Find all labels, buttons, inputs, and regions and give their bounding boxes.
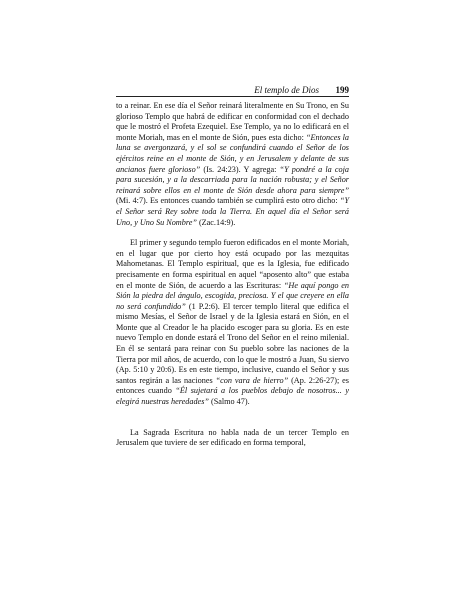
text-run: El primer y segundo templo fueron edificados en el monte Moriah, en el lugar que por cierto hoy está ocupado por las mezquitas Mahometanas. El Templo espiritual, que es la Iglesia, fue edificado precisamente en forma espiritual en aquel “aposento alto” que estaba en el monte de Sión, de acuerdo a las Escrituras: [116, 238, 349, 290]
page-header [116, 83, 349, 97]
page-number: 199 [335, 85, 349, 95]
paragraph [116, 238, 349, 408]
text-run: (Mi. 4:7). Es entonces cuando también se cumplirá esto otro dicho: [116, 196, 340, 206]
paragraph [116, 428, 349, 449]
scripture-quote: “Y pondré a la coja para sucesión, y a la descarriada para la nación robusta; y el Señor reinará sobre ellos en el monte de Sión desde ahora para siempre” [116, 164, 349, 195]
text-run: to a reinar. En ese día el Señor reinará literalmente en Su Trono, en Su glorioso Templo que habrá de edificar en conformidad con el dechado que le mostró el Profeta Ezequiel. Ese Templo, ya no lo edificará en el monte Moriah, mas en el monte de Sión, pues esta dicho: [116, 101, 349, 142]
header-rule [116, 96, 349, 97]
scripture-quote: “Y el Señor será Rey sobre toda la Tierra. En aquel día el Señor será Uno, y Uno Su Nombre” [116, 196, 349, 227]
paragraph [116, 101, 349, 228]
running-title: El templo de Dios [254, 85, 319, 95]
scripture-quote: “He aquí pongo en Sión la piedra del ángulo, escogida, preciosa. Y el que creyere en ella no será confundido” [116, 280, 349, 311]
text-run: (Ap. 2:26-27); es entonces cuando [116, 375, 349, 396]
text-run: (Zac.14:9). [196, 217, 236, 227]
scripture-quote: “Entonces la luna se avergonzará, y el sol se confundirá cuando el Señor de los ejércitos reine en el monte de Sión, y en Jerusalem y delante de sus ancianos fuere glorioso” [116, 132, 349, 174]
text-run: (Salmo 47). [208, 397, 250, 407]
scripture-quote: “Él sujetará a los pueblos debajo de nosotros... y elegirá nuestras heredades” [116, 386, 349, 407]
text-run: (1 P.2:6). El tercer templo literal que edifica el mismo Mesías, el Señor de Israel y de la Iglesia estará en Sión, en el Monte que al Creador le ha placido escoger para su gloria. Es en este nuevo Templo en donde estará el Trono del Señor en el reino milenial. En él se sentará para reinar con Su pueblo sobre las naciones de la Tierra por mil años, de acuerdo, con lo que le mostró a Juan, Su siervo (Ap. 5:10 y 20:6). Es en este tiempo, inclusive, cuando el Señor y sus santos regirán a las naciones [116, 301, 349, 385]
text-run: (Is. 24:23). Y agrega: [200, 164, 280, 174]
text-run: La Sagrada Escritura no habla nada de un tercer Templo en Jerusalem que tuviere de ser edificado en forma temporal, [116, 427, 349, 448]
paragraph-gap [116, 228, 349, 238]
paragraph-gap [116, 408, 349, 428]
scripture-quote: “con vara de hierro” [215, 375, 289, 385]
body-text [116, 101, 349, 449]
